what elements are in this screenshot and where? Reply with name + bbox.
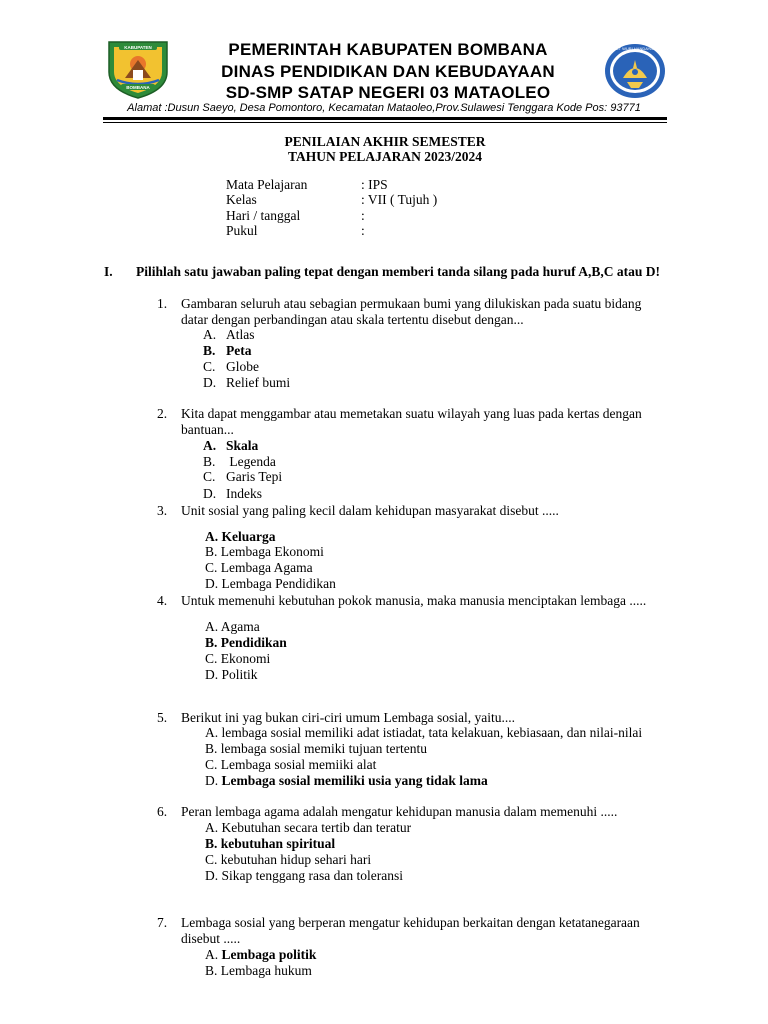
left-logo-top-text: KABUPATEN — [124, 45, 152, 50]
option-c: C. Ekonomi — [205, 651, 271, 666]
left-logo-bottom-text: BOMBANA — [126, 85, 150, 90]
letterhead-line-3: SD-SMP SATAP NEGERI 03 MATAOLEO — [225, 83, 551, 102]
option-b: B. kebutuhan spiritual — [205, 836, 336, 851]
exam-year: TAHUN PELAJARAN 2023/2024 — [287, 149, 482, 164]
question-text: Gambaran seluruh atau sebagian permukaan bumi yang dilukiskan pada suatu bidang datar dengan perbandingan atau skala tertentu disebut dengan... — [181, 296, 642, 327]
option-a: A. Agama — [205, 619, 260, 634]
question-text: Peran lembaga agama adalah mengatur kehidupan manusia dalam memenuhi ..... — [181, 804, 618, 819]
info-label: Pukul — [226, 223, 258, 238]
letterhead-rule-thin — [103, 122, 667, 123]
option-d: D. Lembaga Pendidikan — [205, 576, 336, 591]
question-number: 6. — [157, 804, 168, 819]
info-label: Mata Pelajaran — [226, 177, 308, 192]
info-value: : — [361, 208, 365, 223]
question-number: 2. — [157, 406, 168, 421]
option-d: D. Lembaga sosial memiliki usia yang tidak lama — [205, 773, 488, 788]
section-number: I. — [104, 264, 113, 279]
question-text: Untuk memenuhi kebutuhan pokok manusia, maka manusia menciptakan lembaga ..... — [181, 593, 647, 608]
option-b: B. lembaga sosial memiki tujuan tertentu — [205, 741, 427, 756]
letterhead-line-1: PEMERINTAH KABUPATEN BOMBANA — [228, 40, 548, 59]
info-value: : — [361, 223, 365, 238]
info-label: Kelas — [226, 192, 257, 207]
letterhead-line-2: DINAS PENDIDIKAN DAN KEBUDAYAAN — [221, 62, 555, 81]
option-a: A. Keluarga — [205, 529, 276, 544]
question-number: 7. — [157, 915, 168, 930]
option-b: B. Lembaga Ekonomi — [205, 544, 324, 559]
exam-title: PENILAIAN AKHIR SEMESTER — [284, 134, 486, 149]
option-c: C. Lembaga sosial memiiki alat — [205, 757, 377, 772]
question-text: Lembaga sosial yang berperan mengatur kehidupan berkaitan dengan ketatanegaraan disebut ..... — [181, 915, 640, 946]
option-c: C. kebutuhan hidup sehari hari — [205, 852, 372, 867]
info-value: : IPS — [361, 177, 388, 192]
option-a: A. lembaga sosial memiliki adat istiadat, tata kelakuan, kebiasaan, dan nilai-nilai — [205, 725, 643, 740]
option-a: A. Kebutuhan secara tertib dan teratur — [205, 820, 412, 835]
option-b: B. Pendidikan — [205, 635, 287, 650]
right-logo-text: TUT WURI HANDAYANI — [613, 46, 657, 51]
question-number: 5. — [157, 710, 168, 725]
letterhead-rule-thick — [103, 117, 667, 120]
letterhead-address: Alamat :Dusun Saeyo, Desa Pomontoro, Kecamatan Mataoleo,Prov.Sulawesi Tenggara Kode Pos: 93771 — [127, 102, 641, 114]
option-d: D. Sikap tenggang rasa dan toleransi — [205, 868, 403, 883]
option-b: B. Lembaga hukum — [205, 963, 312, 978]
question-text: Unit sosial yang paling kecil dalam kehidupan masyarakat disebut ..... — [181, 503, 559, 518]
info-value: : VII ( Tujuh ) — [361, 192, 438, 207]
question-number: 1. — [157, 296, 168, 311]
question-text: Kita dapat menggambar atau memetakan suatu wilayah yang luas pada kertas dengan bantuan... — [181, 406, 642, 437]
option-c: C. Lembaga Agama — [205, 560, 313, 575]
section-instruction: Pilihlah satu jawaban paling tepat dengan memberi tanda silang pada huruf A,B,C atau D! — [136, 264, 660, 279]
info-label: Hari / tanggal — [226, 208, 301, 223]
question-number: 3. — [157, 503, 168, 518]
option-d: D. Politik — [205, 667, 258, 682]
option-a: A. Lembaga politik — [205, 947, 317, 962]
question-number: 4. — [157, 593, 168, 608]
document-page: KABUPATEN BOMBANA TUT WURI HANDAYANI PEMERINTAH KABUPATEN BOMBANA DINAS PENDIDIKAN DAN KEBUDAYAAN SD-SMP SATAP NEGERI 03 MATAOLEO Alamat :Dusun Saeyo, Desa Pomontoro, Kecamatan Mataoleo,Prov.Sulawesi Tenggara Kode Pos: 93771 PENILAIAN AKHIR SEMESTER TAHUN PELAJARAN 2023/2024 Mata Pelajaran : IPS Kelas : VII ( Tujuh ) Hari / tanggal : Pukul : I. Pilihlah satu jawaban paling tepat dengan memberi tanda silang pada huruf A,B,C atau D! 1. Gambaran seluruh atau sebagian permukaan bumi yang dilukiskan pada suatu bidang datar dengan perbandingan atau skala tertentu disebut dengan... A. Atlas B. Peta C. Globe D. Relief bumi 2. Kita dapat menggambar atau memetakan suatu wilayah yang luas pada kertas dengan bantuan... A. Skala B. Legenda C. Garis Tepi D. Indeks 3. Unit sosial yang paling kecil dalam kehidupan masyarakat disebut ..... A. Keluarga B. Lembaga Ekonomi C. Lembaga Agama D. Lembaga Pendidikan 4. Untuk memenuhi kebutuhan pokok manusia, maka manusia menciptakan lembaga ..... A. Agama B. Pendidikan C. Ekonomi D. Politik 5. Berikut ini yag bukan ciri-ciri umum Lembaga sosial, yaitu.... A. lembaga sosial memiliki adat istiadat, tata kelakuan, kebiasaan, dan nilai-nilai B. lembaga sosial memiki tujuan tertentu C. Lembaga sosial memiiki alat D. Lembaga sosial memiliki usia yang tidak lama 6. Peran lembaga agama adalah mengatur kehidupan manusia dalam memenuhi ..... A. Kebutuhan secara tertib dan teratur B. kebutuhan spiritual C. kebutuhan hidup sehari hari D. Sikap tenggang rasa dan toleransi 7. Lembaga sosial yang berperan mengatur kehidupan berkaitan dengan ketatanegaraan disebut ..... A. Lembaga politik B. Lembaga hukum — [0, 0, 768, 1024]
question-text: Berikut ini yag bukan ciri-ciri umum Lembaga sosial, yaitu.... — [181, 710, 516, 725]
